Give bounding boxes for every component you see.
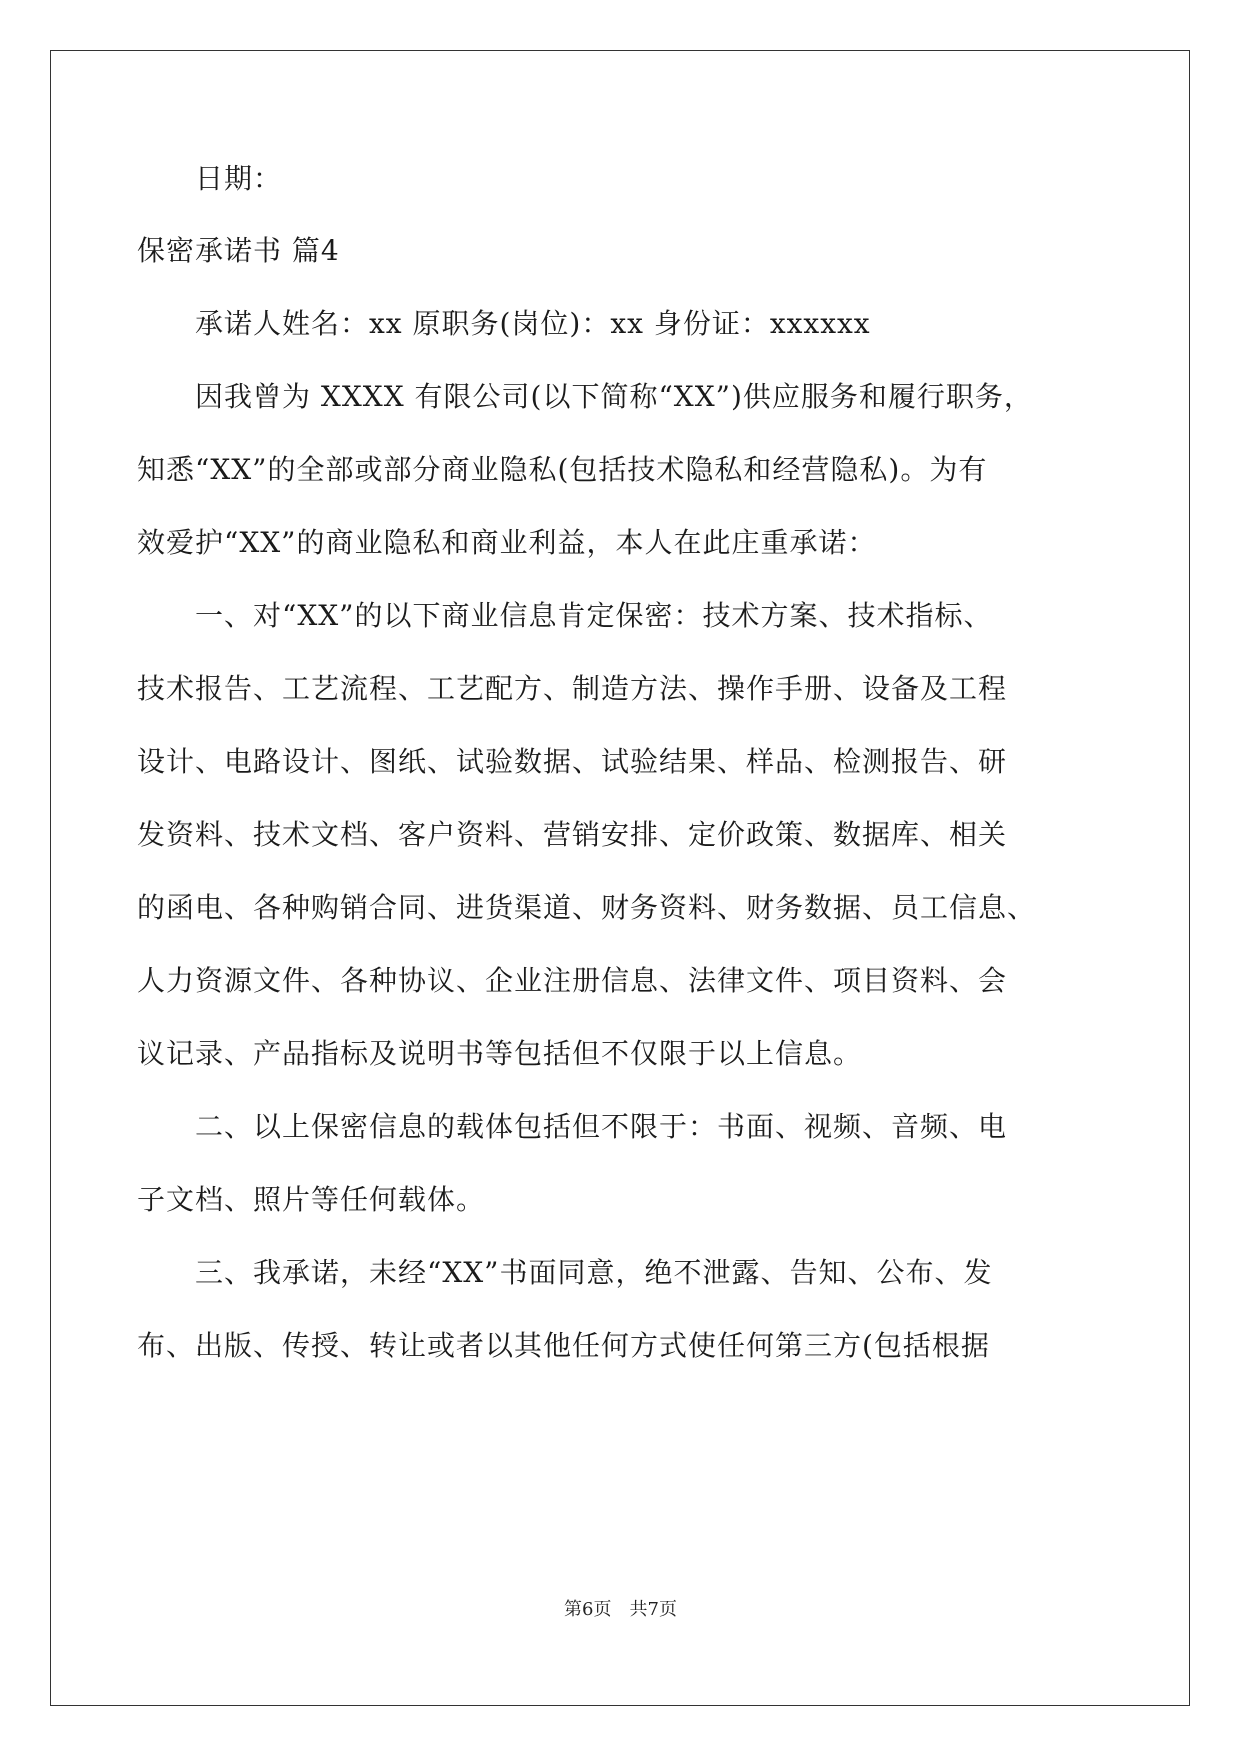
page-footer: 第6页 共7页: [564, 1599, 677, 1620]
paragraph-2-line-3: 设计、电路设计、图纸、试验数据、试验结果、样品、检测报告、研: [137, 745, 1008, 778]
paragraph-2-line-2: 技术报告、工艺流程、工艺配方、制造方法、操作手册、设备及工程: [137, 672, 1008, 705]
page-border: [50, 50, 1190, 1706]
paragraph-1-line-2: 知悉“XX”的全部或部分商业隐私(包括技术隐私和经营隐私)。为有: [137, 453, 988, 486]
date-label: 日期：: [195, 162, 283, 195]
paragraph-3-line-1: 二、以上保密信息的载体包括但不限于：书面、视频、音频、电: [195, 1110, 1008, 1143]
paragraph-1-line-1: 因我曾为 XXXX 有限公司(以下简称“XX”)供应服务和履行职务，: [195, 380, 1033, 413]
paragraph-3-line-2: 子文档、照片等任何载体。: [137, 1183, 486, 1216]
paragraph-2-line-7: 议记录、产品指标及说明书等包括但不仅限于以上信息。: [137, 1037, 863, 1070]
paragraph-2-line-6: 人力资源文件、各种协议、企业注册信息、法律文件、项目资料、会: [137, 964, 1008, 997]
document-title: 保密承诺书 篇4: [137, 234, 340, 267]
paragraph-1-line-3: 效爱护“XX”的商业隐私和商业利益，本人在此庄重承诺：: [137, 526, 877, 559]
paragraph-2-line-5: 的函电、各种购销合同、进货渠道、财务资料、财务数据、员工信息、: [137, 891, 1037, 924]
promisor-info: 承诺人姓名：xx 原职务(岗位)：xx 身份证：xxxxxx: [195, 307, 871, 340]
paragraph-4-line-1: 三、我承诺，未经“XX”书面同意，绝不泄露、告知、公布、发: [195, 1256, 993, 1289]
paragraph-2-line-1: 一、对“XX”的以下商业信息肯定保密：技术方案、技术指标、: [195, 599, 993, 632]
paragraph-4-line-2: 布、出版、传授、转让或者以其他任何方式使任何第三方(包括根据: [137, 1329, 990, 1362]
paragraph-2-line-4: 发资料、技术文档、客户资料、营销安排、定价政策、数据库、相关: [137, 818, 1008, 851]
